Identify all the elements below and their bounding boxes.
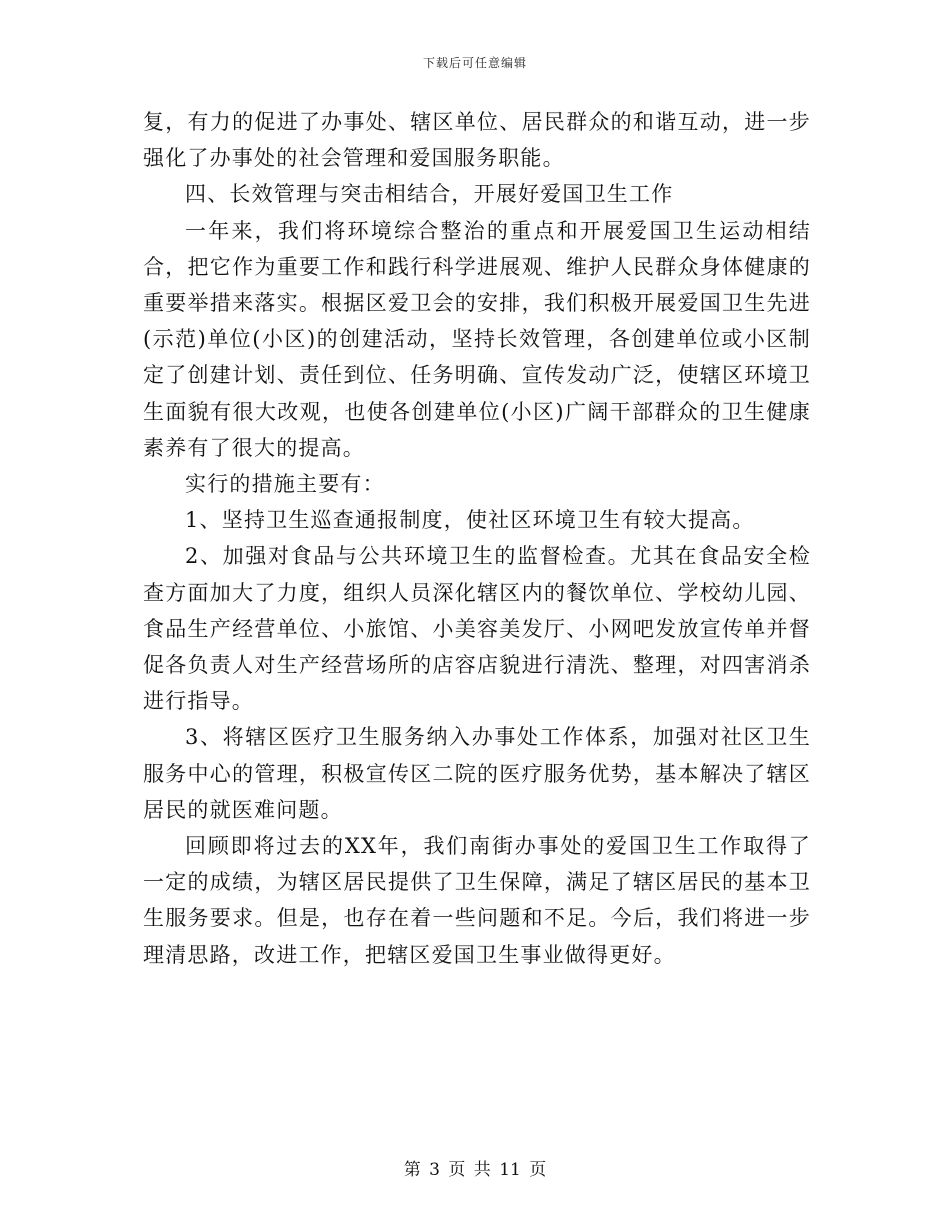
document-body — [143, 104, 811, 973]
paragraph: 回顾即将过去的XX年，我们南街办事处的爱国卫生工作取得了一定的成绩，为辖区居民提供了卫生保障，满足了辖区居民的基本卫生服务要求。但是，也存在着一些问题和不足。今后，我们将进一步理清思路，改进工作，把辖区爱国卫生事业做得更好。 — [143, 834, 811, 967]
page-number: 第 3 页 共 11 页 — [403, 1160, 547, 1180]
list-item: 3、将辖区医疗卫生服务纳入办事处工作体系，加强对社区卫生服务中心的管理，积极宣传区二院的医疗服务优势，基本解决了辖区居民的就医难问题。 — [143, 725, 811, 822]
paragraph: 一年来，我们将环境综合整治的重点和开展爱国卫生运动相结合，把它作为重要工作和践行科学进展观、维护人民群众身体健康的重要举措来落实。根据区爱卫会的安排，我们积极开展爱国卫生先进(示范)单位(小区)的创建活动，坚持长效管理，各创建单位或小区制定了创建计划、责任到位、任务明确、宣传发动广泛，使辖区环境卫生面貌有很大改观，也使各创建单位(小区)广阔干部群众的卫生健康素养有了很大的提高。 — [143, 218, 811, 460]
list-item: 2、加强对食品与公共环境卫生的监督检查。尤其在食品安全检查方面加大了力度，组织人员深化辖区内的餐饮单位、学校幼儿园、食品生产经营单位、小旅馆、小美容美发厅、小网吧发放宣传单并督促各负责人对生产经营场所的店容店貌进行清洗、整理，对四害消杀进行指导。 — [143, 544, 811, 714]
paragraph: 复，有力的促进了办事处、辖区单位、居民群众的和谐互动，进一步强化了办事处的社会管理和爱国服务职能。 — [143, 110, 811, 171]
page-header: 下载后可任意编辑 — [422, 56, 527, 70]
list-item: 1、坚持卫生巡查通报制度，使社区环境卫生有较大提高。 — [185, 508, 755, 533]
paragraph: 实行的措施主要有： — [185, 472, 385, 497]
section-heading: 四、长效管理与突击相结合，开展好爱国卫生工作 — [185, 182, 674, 207]
